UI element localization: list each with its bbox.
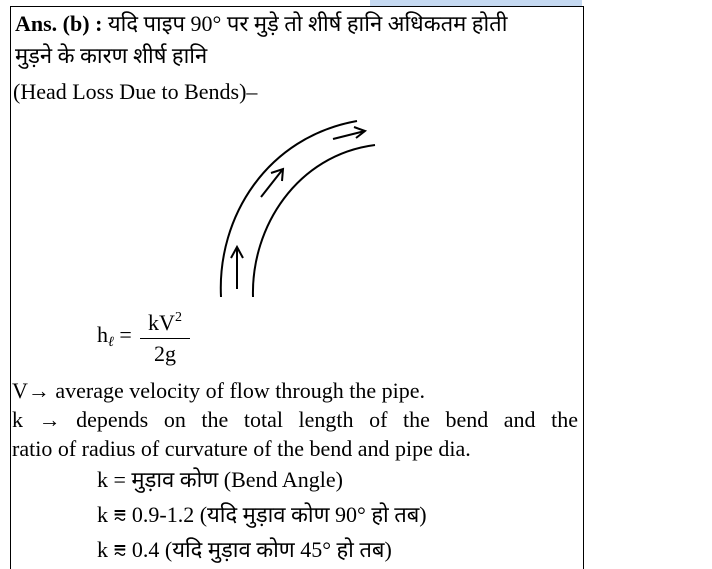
answer-label: Ans. (b) :: [15, 11, 103, 36]
fraction-denominator: 2g: [154, 341, 176, 366]
fraction-bar: [140, 338, 190, 339]
fraction-numerator: [140, 305, 190, 336]
answer-line-1: [15, 11, 507, 37]
numerator-text: kV: [148, 310, 175, 335]
equals-sign: =: [113, 322, 132, 347]
k-definition-line-2: ratio of radius of curvature of the bend and pipe dia.: [12, 436, 471, 461]
section-heading: (Head Loss Due to Bends)–: [13, 79, 258, 104]
velocity-definition: V→ average velocity of flow through the pipe.: [12, 378, 425, 403]
lhs-subscript: ℓ: [108, 335, 114, 350]
pipe-bend-diagram: [207, 107, 397, 307]
k-definition-line-1: k → depends on the total length of the bend and the: [12, 407, 578, 432]
arrow-up-icon: [231, 247, 243, 289]
pipe-outer-wall: [221, 121, 357, 297]
numerator-power: 2: [174, 310, 182, 325]
k-45-degree-line: k ⩳ 0.4 (यदि मुड़ाव कोण 45° हो तब): [97, 537, 392, 562]
pipe-inner-wall: [253, 145, 375, 297]
arrow-right-icon: [333, 127, 365, 139]
k-bend-angle-line: k = मुड़ाव कोण (Bend Angle): [97, 467, 343, 492]
lhs-h: h: [97, 322, 108, 347]
answer-line-2: मुड़ने के कारण शीर्ष हानि: [15, 43, 208, 68]
k-90-degree-line: k ⩳ 0.9-1.2 (यदि मुड़ाव कोण 90° हो तब): [97, 502, 427, 527]
head-loss-fraction: [140, 305, 190, 367]
head-loss-lhs: [97, 322, 132, 351]
answer-line-1-text: यदि पाइप 90° पर मुड़े तो शीर्ष हानि अधिकतम होती: [102, 11, 508, 36]
